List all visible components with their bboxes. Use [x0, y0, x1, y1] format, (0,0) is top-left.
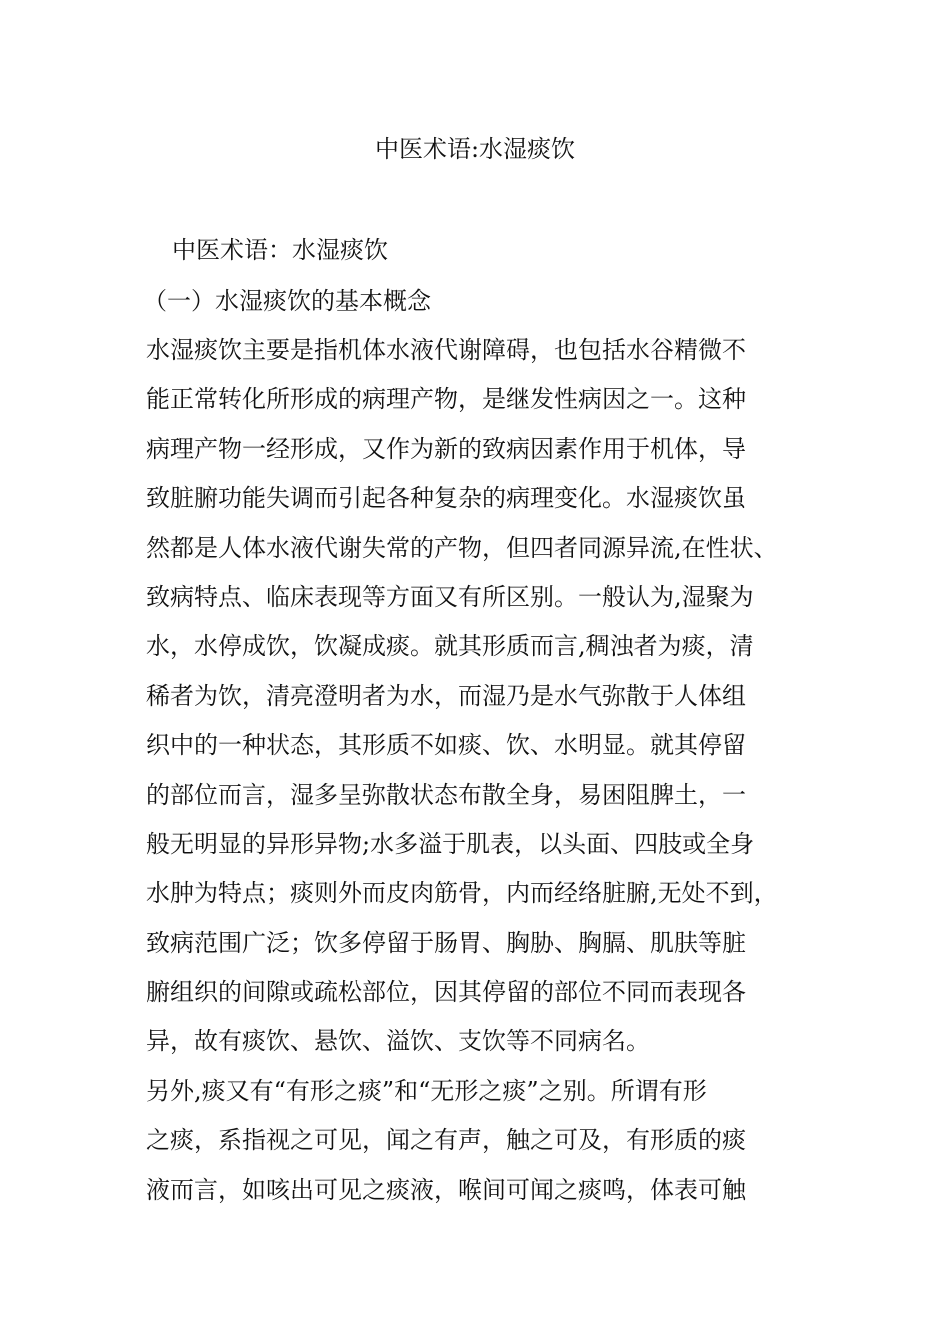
body-line: 稀者为饮，清亮澄明者为水，而湿乃是水气弥散于人体组	[146, 681, 746, 710]
body-line: 之痰，系指视之可见，闻之有声，触之可及，有形质的痰	[146, 1126, 746, 1155]
body-line: 能正常转化所形成的病理产物，是继发性病因之一。这种	[146, 385, 746, 414]
body-line: 异，故有痰饮、悬饮、溢饮、支饮等不同病名。	[146, 1027, 650, 1056]
body-line: 水湿痰饮主要是指机体水液代谢障碍，也包括水谷精微不	[146, 336, 746, 364]
body-line: 水，水停成饮，饮凝成痰。就其形质而言,稠浊者为痰，清	[146, 632, 754, 661]
body-line: 病理产物一经形成，又作为新的致病因素作用于机体，导	[146, 434, 746, 463]
body-line: 的部位而言，湿多呈弥散状态布散全身，易困阻脾土，一	[146, 780, 746, 809]
body-line: 另外,痰又有“有形之痰”和“无形之痰”之别。所谓有形	[146, 1076, 707, 1105]
body-line: 腑组织的间隙或疏松部位，因其停留的部位不同而表现各	[146, 978, 746, 1007]
body-line: 致病范围广泛；饮多停留于肠胃、胸胁、胸膈、肌肤等脏	[146, 928, 746, 957]
body-line: 然都是人体水液代谢失常的产物，但四者同源异流,在性状、	[146, 533, 778, 562]
body-line: 水肿为特点；痰则外而皮肉筋骨，内而经络脏腑,无处不到，	[146, 879, 778, 908]
section-heading: （一）水湿痰饮的基本概念	[143, 287, 431, 315]
document-subtitle: 中医术语：水湿痰饮	[172, 236, 388, 264]
body-line: 致脏腑功能失调而引起各种复杂的病理变化。水湿痰饮虽	[146, 484, 746, 513]
body-line: 液而言，如咳出可见之痰液，喉间可闻之痰鸣，体表可触	[146, 1175, 746, 1204]
document-title: 中医术语:水湿痰饮	[374, 135, 576, 163]
body-line: 般无明显的异形异物;水多溢于肌表，以头面、四肢或全身	[146, 829, 755, 858]
body-line: 织中的一种状态，其形质不如痰、饮、水明显。就其停留	[146, 731, 746, 760]
body-text	[146, 332, 826, 1221]
body-line: 致病特点、临床表现等方面又有所区别。一般认为,湿聚为	[146, 582, 754, 611]
